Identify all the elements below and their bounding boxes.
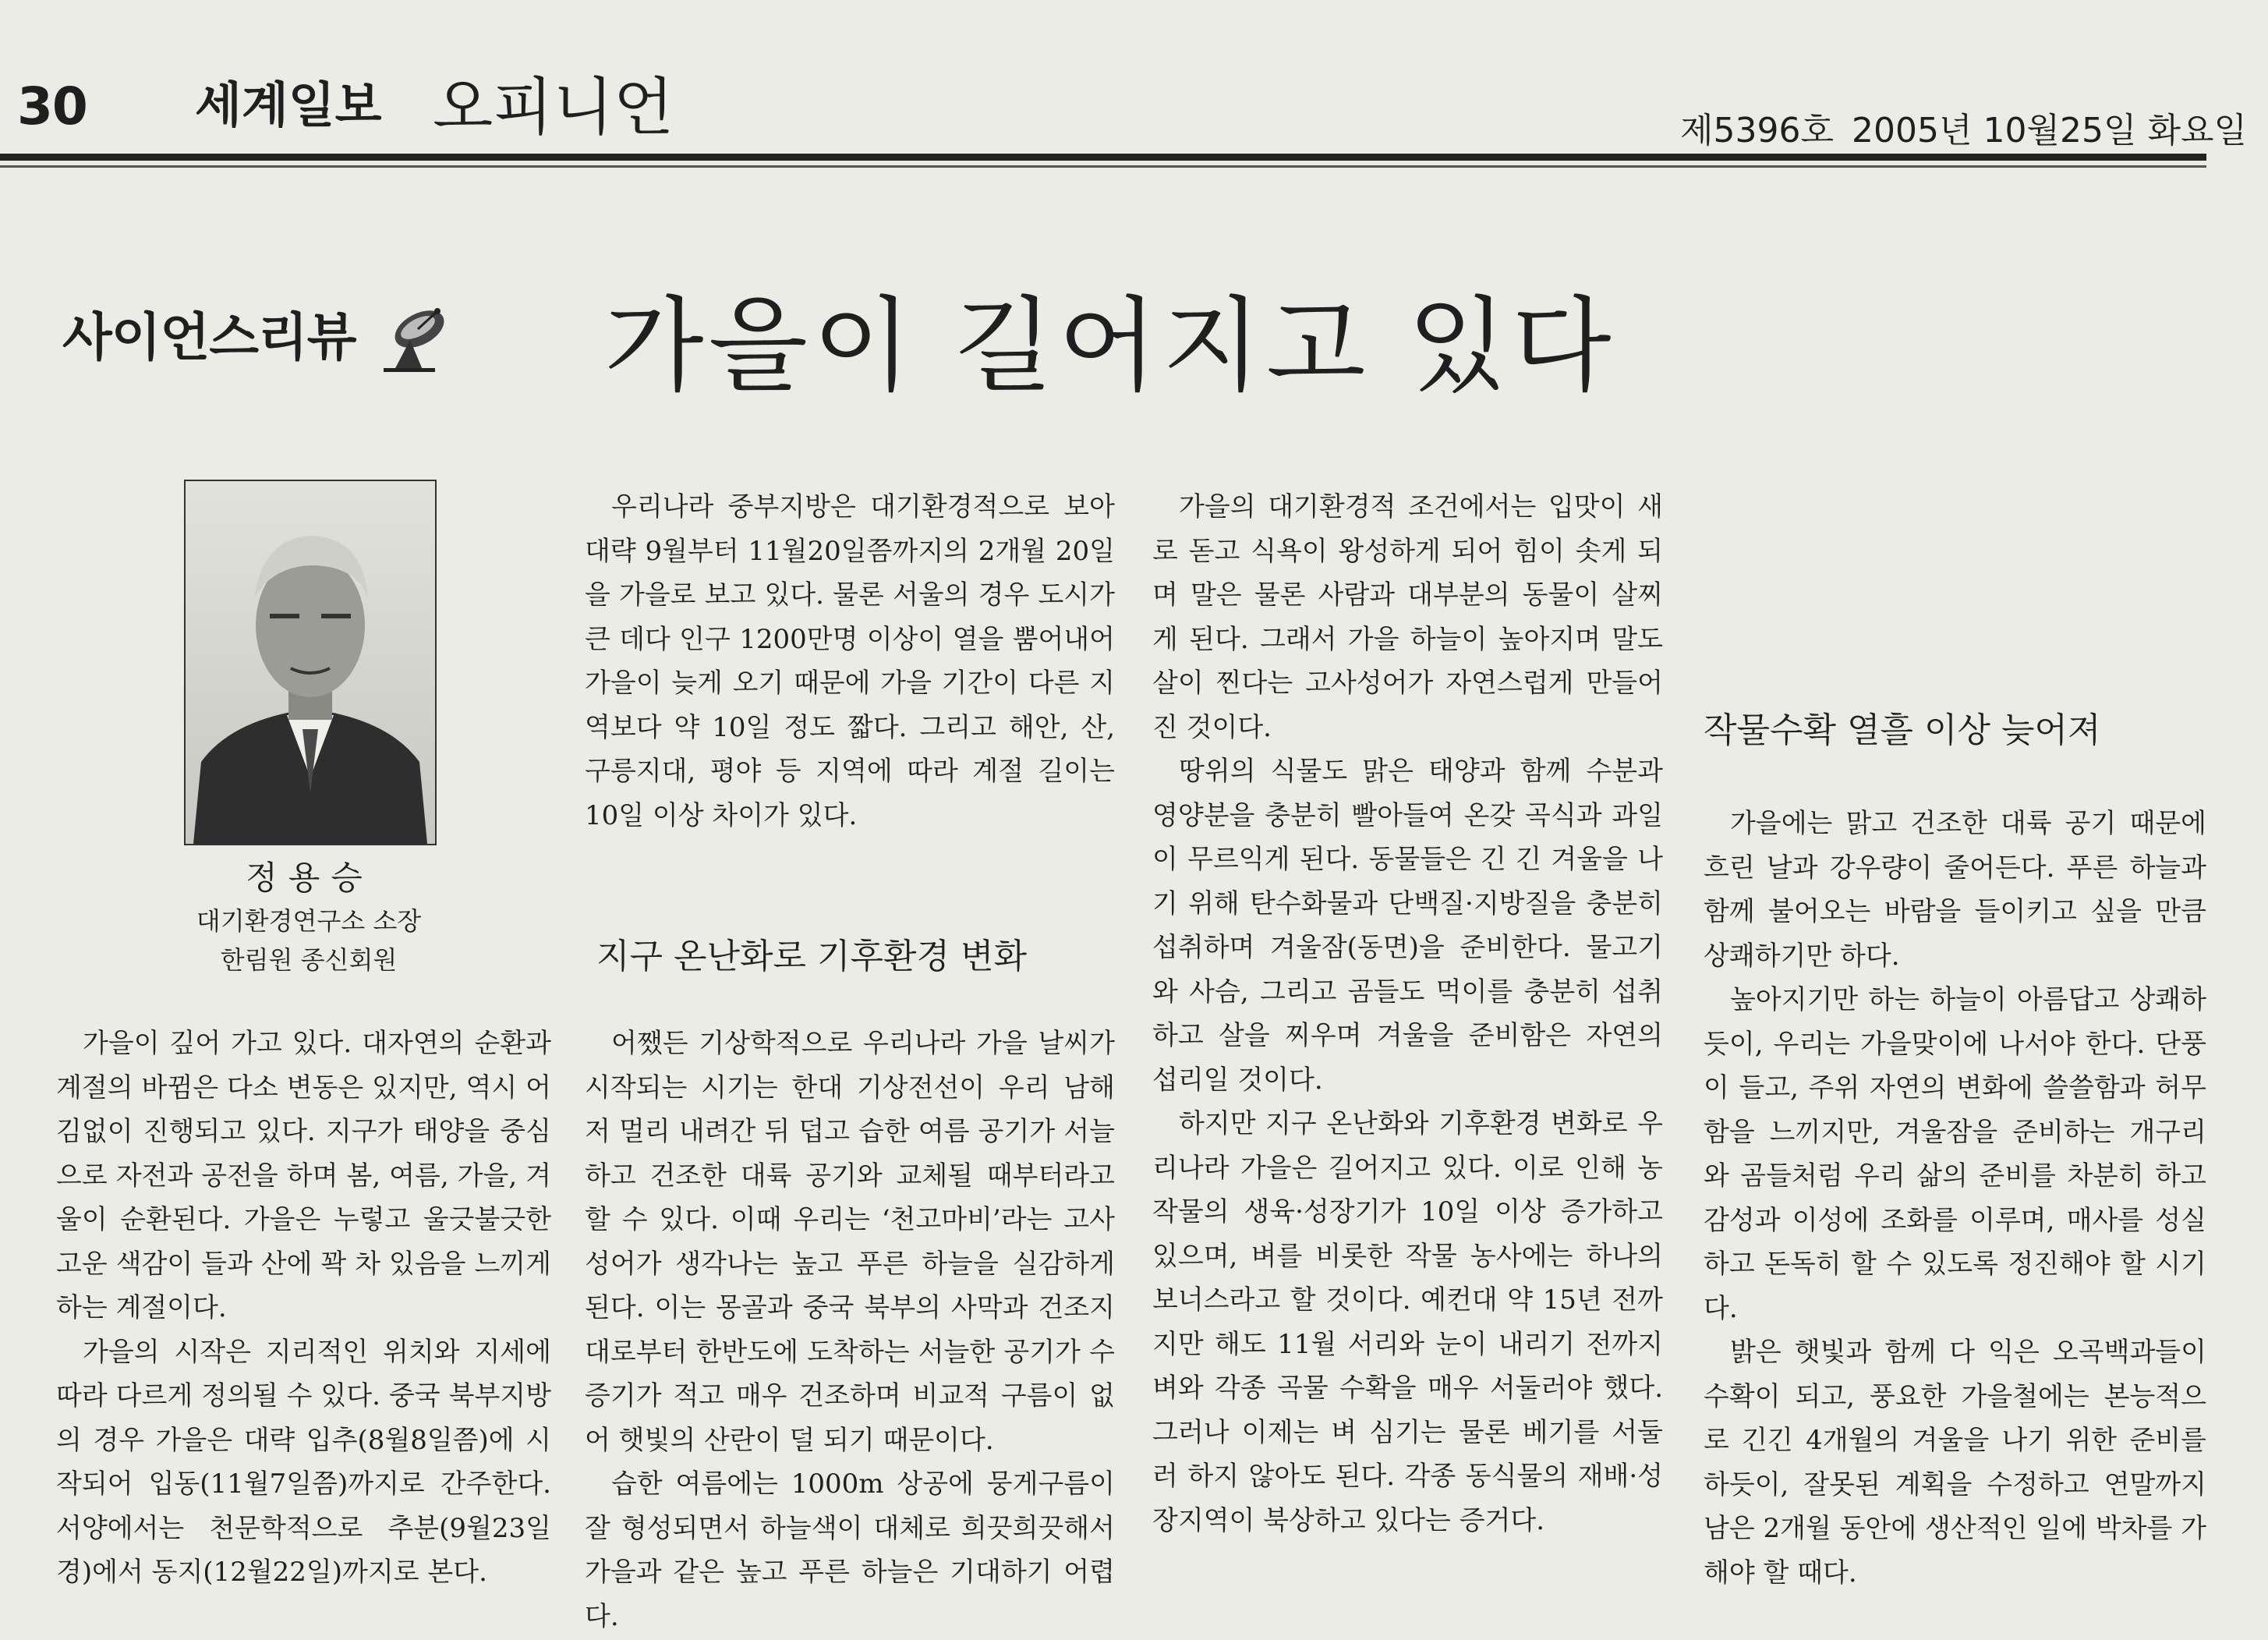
paragraph: 가을에는 맑고 건조한 대륙 공기 때문에 흐린 날과 강우량이 줄어든다. 푸른 하늘과 함께 불어오는 바람을 들이키고 싶을 만큼 상쾌하기만 하다. (1704, 808, 2206, 972)
article-column-2-bottom (585, 1022, 1115, 1638)
author-portrait (184, 480, 437, 845)
newspaper-name: 세계일보 (195, 76, 382, 133)
author-affiliation: 한림원 종신회원 (220, 945, 398, 975)
article-column-3 (1152, 485, 1663, 1543)
page-header (0, 0, 2268, 168)
subheading: 작물수확 열흘 이상 늦어져 (1704, 710, 2101, 750)
paragraph: 어쨌든 기상학적으로 우리나라 가을 날씨가 시작되는 시기는 한대 기상전선이 우리 남해 저 멀리 내려간 뒤 덥고 습한 여름 공기가 서늘하고 건조한 대륙 공기와 교체될 때부터라고 할 수 있다. 이때 우리는 ‘천고마비’라는 고사성어가 생각나는 높고 푸른 하늘을 실감하게 된다. 이는 몽골과 중국 북부의 사막과 건조지대로부터 한반도에 도착하는 서늘한 공기가 수증기가 적고 매우 건조하며 비교적 구름이 없어 햇빛의 산란이 덜 되기 때문이다. (585, 1028, 1115, 1456)
paragraph: 가을의 대기환경적 조건에서는 입맛이 새로 돋고 식욕이 왕성하게 되어 힘이 솟게 되며 말은 물론 사람과 대부분의 동물이 살찌게 된다. 그래서 가을 하늘이 높아지며 말도 살이 찐다는 고사성어가 자연스럽게 만들어진 것이다. (1152, 491, 1663, 743)
issue-number: 제5396호 (1680, 111, 1834, 151)
paragraph: 가을의 시작은 지리적인 위치와 지세에 따라 다르게 정의될 수 있다. 중국 북부지방의 경우 가을은 대략 입추(8월8일쯤)에 시작되어 입동(11월7일쯤)까지로 간주한다. 서양에서는 천문학적으로 추분(9월23일경)에서 동지(12월22일)까지로 본다. (56, 1336, 551, 1588)
page-number: 30 (17, 76, 87, 136)
paragraph: 높아지기만 하는 하늘이 아름답고 상쾌하듯이, 우리는 가을맞이에 나서야 한다. 단풍이 들고, 주위 자연의 변화에 쓸쓸함과 허무함을 느끼지만, 겨울잠을 준비하는 개구리와 곰들처럼 우리 삶의 준비를 차분히 하고 감성과 이성에 조화를 이루며, 매사를 성실하고 돈독히 할 수 있도록 정진해야 할 시기다. (1704, 984, 2206, 1324)
paragraph: 땅위의 식물도 맑은 태양과 함께 수분과 영양분을 충분히 빨아들여 온갖 곡식과 과일이 무르익게 된다. 동물들은 긴 긴 겨울을 나기 위해 탄수화물과 단백질·지방질을 충분히 섭취하며 겨울잠(동면)을 준비한다. 물고기와 사슴, 그리고 곰들도 먹이를 충분히 섭취하고 살을 찌우며 겨울을 준비함은 자연의 섭리일 것이다. (1152, 756, 1663, 1096)
paragraph: 하지만 지구 온난화와 기후환경 변화로 우리나라 가을은 길어지고 있다. 이로 인해 농작물의 생육·성장기가 10일 이상 증가하고 있으며, 벼를 비롯한 작물 농사에는 하나의 보너스라고 할 것이다. 예컨대 약 15년 전까지만 해도 11월 서리와 눈이 내리기 전까지 벼와 각종 곡물 수확을 매우 서둘러야 했다. 그러나 이제는 벼 심기는 물론 베기를 서둘러 하지 않아도 된다. 각종 동식물의 재배·성장지역이 북상하고 있다는 증거다. (1152, 1108, 1663, 1536)
column-kicker: 사이언스리뷰 (62, 307, 356, 367)
issue-date: 2005년 10월25일 화요일 (1852, 111, 2247, 151)
paragraph: 습한 여름에는 1000m 상공에 뭉게구름이 잘 형성되면서 하늘색이 대체로 희끗희끗해서 가을과 같은 높고 푸른 하늘은 기대하기 어렵다. (585, 1468, 1115, 1632)
article-column-1 (56, 1022, 551, 1595)
satellite-dish-icon (379, 303, 454, 373)
header-rule-thin (0, 165, 2206, 168)
section-name: 오피니언 (433, 71, 674, 143)
paragraph: 우리나라 중부지방은 대기환경적으로 보아 대략 9월부터 11월20일쯤까지의 2개월 20일을 가을로 보고 있다. 물론 서울의 경우 도시가 큰 데다 인구 1200만명 이상이 열을 뿜어내어 가을이 늦게 오기 때문에 가을 기간이 다른 지역보다 약 10일 정도 짧다. 그리고 해안, 산, 구릉지대, 평야 등 지역에 따라 계절 길이는 10일 이상 차이가 있다. (585, 491, 1115, 831)
author-title: 대기환경연구소 소장 (196, 906, 422, 936)
paragraph: 밝은 햇빛과 함께 다 익은 오곡백과들이 수확이 되고, 풍요한 가을철에는 본능적으로 긴긴 4개월의 겨울을 나기 위한 준비를 하듯이, 잘못된 계획을 수정하고 연말까지 남은 2개월 동안에 생산적인 일에 박차를 가해야 할 때다. (1704, 1337, 2206, 1589)
author-name: 정용승 (246, 859, 373, 897)
subheading: 지구 온난화로 기후환경 변화 (596, 937, 1028, 976)
header-rule (0, 154, 2206, 161)
headline: 가을이 길어지고 있다 (604, 286, 1616, 406)
article-column-4 (1704, 802, 2206, 1595)
article-column-2-top (585, 485, 1115, 838)
paragraph: 가을이 깊어 가고 있다. 대자연의 순환과 계절의 바뀜은 다소 변동은 있지만, 역시 어김없이 진행되고 있다. 지구가 태양을 중심으로 자전과 공전을 하며 봄, 여름, 가을, 겨울이 순환된다. 가을은 누렇고 울긋불긋한 고운 색감이 들과 산에 꽉 차 있음을 느끼게 하는 계절이다. (56, 1028, 552, 1323)
